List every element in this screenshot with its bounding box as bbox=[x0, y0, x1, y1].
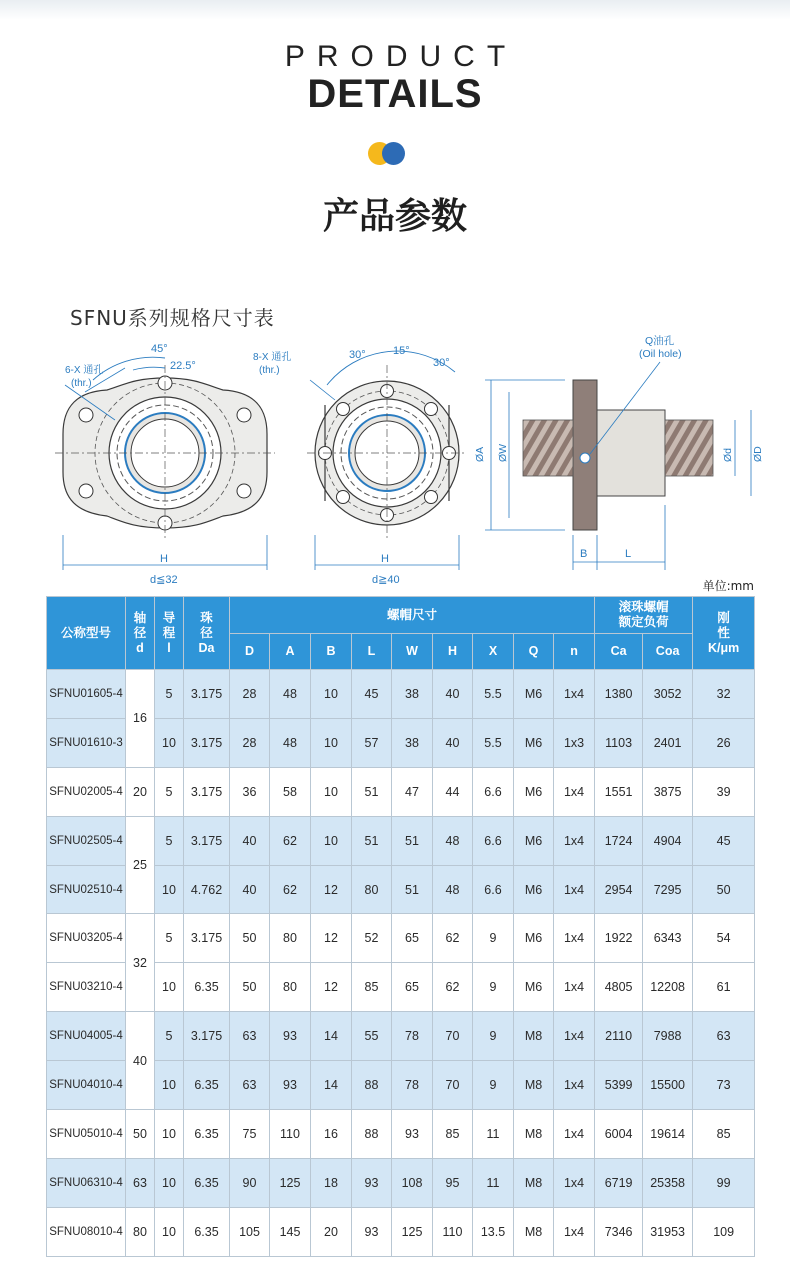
cell-lead: 10 bbox=[155, 963, 184, 1012]
dim-b-label: B bbox=[580, 548, 588, 560]
cell-w: 51 bbox=[392, 816, 433, 865]
cell-b: 14 bbox=[311, 1061, 352, 1110]
cell-ball-diameter: 6.35 bbox=[184, 1110, 230, 1159]
cell-w: 125 bbox=[392, 1207, 433, 1256]
cell-lead: 10 bbox=[155, 1158, 184, 1207]
middle-angle3: 30° bbox=[433, 357, 450, 369]
cell-k: 26 bbox=[693, 718, 755, 767]
cell-ca: 4805 bbox=[595, 963, 643, 1012]
table-row bbox=[47, 816, 755, 865]
header-ball: 珠 径 Da bbox=[184, 597, 230, 670]
cell-k: 63 bbox=[693, 1012, 755, 1061]
cell-l: 57 bbox=[352, 718, 392, 767]
cell-x: 6.6 bbox=[473, 865, 514, 914]
cell-w: 93 bbox=[392, 1110, 433, 1159]
cell-coa: 31953 bbox=[643, 1207, 693, 1256]
cell-k: 99 bbox=[693, 1158, 755, 1207]
middle-dim-h: H bbox=[381, 553, 389, 565]
cell-q: M8 bbox=[514, 1207, 554, 1256]
cell-n: 1x4 bbox=[554, 767, 595, 816]
cell-h: 70 bbox=[433, 1012, 473, 1061]
cell-h: 40 bbox=[433, 718, 473, 767]
cell-shaft-diameter: 80 bbox=[126, 1207, 155, 1256]
cell-d: 105 bbox=[230, 1207, 270, 1256]
cell-lead: 5 bbox=[155, 670, 184, 719]
cell-lead: 10 bbox=[155, 1061, 184, 1110]
header-rigidity: 刚 性 K/μm bbox=[693, 597, 755, 670]
left-dim-h: H bbox=[160, 553, 168, 565]
cell-w: 65 bbox=[392, 963, 433, 1012]
cell-shaft-diameter: 32 bbox=[126, 914, 155, 1012]
cell-coa: 4904 bbox=[643, 816, 693, 865]
cell-b: 18 bbox=[311, 1158, 352, 1207]
cell-h: 62 bbox=[433, 914, 473, 963]
cell-shaft-diameter: 20 bbox=[126, 767, 155, 816]
cell-b: 12 bbox=[311, 963, 352, 1012]
cell-ca: 2954 bbox=[595, 865, 643, 914]
dimension-diagram bbox=[45, 330, 765, 590]
table-row bbox=[47, 767, 755, 816]
cell-w: 78 bbox=[392, 1012, 433, 1061]
cell-ca: 1922 bbox=[595, 914, 643, 963]
cell-w: 108 bbox=[392, 1158, 433, 1207]
subheader-coa: Coa bbox=[643, 634, 693, 670]
cell-k: 45 bbox=[693, 816, 755, 865]
cell-ball-diameter: 3.175 bbox=[184, 670, 230, 719]
left-hole-label: 6-X 通孔 bbox=[65, 365, 104, 376]
cell-d: 28 bbox=[230, 670, 270, 719]
cell-ball-diameter: 3.175 bbox=[184, 1012, 230, 1061]
cell-l: 45 bbox=[352, 670, 392, 719]
table-row bbox=[47, 670, 755, 719]
cell-n: 1x4 bbox=[554, 1110, 595, 1159]
cell-q: M6 bbox=[514, 963, 554, 1012]
cell-b: 10 bbox=[311, 718, 352, 767]
cell-n: 1x4 bbox=[554, 816, 595, 865]
top-shade bbox=[0, 0, 790, 20]
header-load: 滚珠螺帽 额定负荷 bbox=[595, 597, 693, 634]
cell-ca: 5399 bbox=[595, 1061, 643, 1110]
cell-a: 93 bbox=[270, 1061, 311, 1110]
cell-model: SFNU01605-4 bbox=[47, 670, 126, 719]
cell-model: SFNU04010-4 bbox=[47, 1061, 126, 1110]
cell-n: 1x4 bbox=[554, 1012, 595, 1061]
table-row bbox=[47, 1012, 755, 1061]
cell-q: M8 bbox=[514, 1110, 554, 1159]
cell-b: 16 bbox=[311, 1110, 352, 1159]
oil-hole-label-en: (Oil hole) bbox=[639, 348, 682, 360]
cell-h: 70 bbox=[433, 1061, 473, 1110]
cell-q: M6 bbox=[514, 865, 554, 914]
cell-shaft-diameter: 16 bbox=[126, 670, 155, 768]
cell-q: M6 bbox=[514, 816, 554, 865]
cell-n: 1x4 bbox=[554, 670, 595, 719]
subheader-q: Q bbox=[514, 634, 554, 670]
cell-coa: 12208 bbox=[643, 963, 693, 1012]
cell-q: M8 bbox=[514, 1012, 554, 1061]
cell-lead: 10 bbox=[155, 1207, 184, 1256]
cell-n: 1x3 bbox=[554, 718, 595, 767]
cell-x: 13.5 bbox=[473, 1207, 514, 1256]
cell-b: 14 bbox=[311, 1012, 352, 1061]
page-title-cn: 产品参数 bbox=[322, 196, 467, 237]
cell-h: 85 bbox=[433, 1110, 473, 1159]
cell-q: M8 bbox=[514, 1158, 554, 1207]
cell-w: 78 bbox=[392, 1061, 433, 1110]
cell-l: 80 bbox=[352, 865, 392, 914]
cell-coa: 7988 bbox=[643, 1012, 693, 1061]
cell-ca: 1380 bbox=[595, 670, 643, 719]
header-product: PRODUCT bbox=[284, 40, 518, 73]
subheader-h: H bbox=[433, 634, 473, 670]
cell-coa: 6343 bbox=[643, 914, 693, 963]
cell-k: 32 bbox=[693, 670, 755, 719]
cell-w: 51 bbox=[392, 865, 433, 914]
dim-d-large-label: ØD bbox=[752, 446, 764, 462]
cell-ball-diameter: 6.35 bbox=[184, 1158, 230, 1207]
middle-cond: d≧40 bbox=[372, 574, 400, 586]
cell-k: 39 bbox=[693, 767, 755, 816]
cell-coa: 25358 bbox=[643, 1158, 693, 1207]
cell-coa: 2401 bbox=[643, 718, 693, 767]
cell-w: 38 bbox=[392, 718, 433, 767]
cell-d: 63 bbox=[230, 1061, 270, 1110]
cell-ca: 7346 bbox=[595, 1207, 643, 1256]
cell-q: M6 bbox=[514, 914, 554, 963]
cell-a: 80 bbox=[270, 914, 311, 963]
cell-x: 11 bbox=[473, 1158, 514, 1207]
subheader-x: X bbox=[473, 634, 514, 670]
cell-l: 88 bbox=[352, 1061, 392, 1110]
cell-x: 9 bbox=[473, 914, 514, 963]
cell-h: 40 bbox=[433, 670, 473, 719]
side-view bbox=[474, 334, 764, 570]
cell-h: 110 bbox=[433, 1207, 473, 1256]
left-hole-label-en: (thr.) bbox=[71, 378, 92, 389]
cell-n: 1x4 bbox=[554, 865, 595, 914]
cell-lead: 5 bbox=[155, 767, 184, 816]
cell-a: 80 bbox=[270, 963, 311, 1012]
cell-coa: 3052 bbox=[643, 670, 693, 719]
table-row bbox=[47, 1110, 755, 1159]
left-cond: d≦32 bbox=[150, 574, 178, 586]
cell-ball-diameter: 3.175 bbox=[184, 914, 230, 963]
cell-ball-diameter: 6.35 bbox=[184, 1207, 230, 1256]
cell-a: 145 bbox=[270, 1207, 311, 1256]
cell-model: SFNU02505-4 bbox=[47, 816, 126, 865]
cell-n: 1x4 bbox=[554, 1158, 595, 1207]
cell-k: 54 bbox=[693, 914, 755, 963]
middle-angle2: 15° bbox=[393, 345, 410, 357]
cell-model: SFNU06310-4 bbox=[47, 1158, 126, 1207]
cell-w: 38 bbox=[392, 670, 433, 719]
cell-shaft-diameter: 63 bbox=[126, 1158, 155, 1207]
cell-model: SFNU01610-3 bbox=[47, 718, 126, 767]
cell-model: SFNU08010-4 bbox=[47, 1207, 126, 1256]
left-angle1: 45° bbox=[151, 343, 168, 355]
cell-k: 85 bbox=[693, 1110, 755, 1159]
header-model: 公称型号 bbox=[47, 597, 126, 670]
cell-lead: 10 bbox=[155, 865, 184, 914]
table-row bbox=[47, 914, 755, 963]
cell-lead: 10 bbox=[155, 718, 184, 767]
header-lead: 导 程 l bbox=[155, 597, 184, 670]
cell-x: 6.6 bbox=[473, 767, 514, 816]
cell-n: 1x4 bbox=[554, 1061, 595, 1110]
cell-k: 61 bbox=[693, 963, 755, 1012]
cell-x: 9 bbox=[473, 963, 514, 1012]
unit-label: 单位:mm bbox=[702, 579, 754, 593]
cell-x: 9 bbox=[473, 1012, 514, 1061]
cell-q: M6 bbox=[514, 718, 554, 767]
accent-dots bbox=[368, 142, 410, 166]
cell-lead: 5 bbox=[155, 1012, 184, 1061]
cell-a: 62 bbox=[270, 816, 311, 865]
cell-n: 1x4 bbox=[554, 914, 595, 963]
cell-lead: 5 bbox=[155, 914, 184, 963]
cell-model: SFNU03210-4 bbox=[47, 963, 126, 1012]
cell-model: SFNU02005-4 bbox=[47, 767, 126, 816]
cell-ball-diameter: 3.175 bbox=[184, 767, 230, 816]
subheader-b: B bbox=[311, 634, 352, 670]
cell-h: 48 bbox=[433, 816, 473, 865]
cell-d: 28 bbox=[230, 718, 270, 767]
cell-a: 48 bbox=[270, 670, 311, 719]
cell-coa: 7295 bbox=[643, 865, 693, 914]
cell-shaft-diameter: 50 bbox=[126, 1110, 155, 1159]
cell-model: SFNU05010-4 bbox=[47, 1110, 126, 1159]
dim-d-small-label: Ød bbox=[722, 447, 734, 462]
cell-ca: 2110 bbox=[595, 1012, 643, 1061]
subheader-d: D bbox=[230, 634, 270, 670]
cell-x: 9 bbox=[473, 1061, 514, 1110]
cell-coa: 15500 bbox=[643, 1061, 693, 1110]
table-row bbox=[47, 1207, 755, 1256]
cell-l: 55 bbox=[352, 1012, 392, 1061]
cell-w: 47 bbox=[392, 767, 433, 816]
header-details: DETAILS bbox=[307, 72, 483, 116]
cell-shaft-diameter: 25 bbox=[126, 816, 155, 914]
cell-h: 44 bbox=[433, 767, 473, 816]
cell-b: 10 bbox=[311, 670, 352, 719]
dim-a-label: ØA bbox=[474, 446, 486, 462]
cell-l: 85 bbox=[352, 963, 392, 1012]
cell-b: 20 bbox=[311, 1207, 352, 1256]
cell-d: 36 bbox=[230, 767, 270, 816]
cell-h: 48 bbox=[433, 865, 473, 914]
cell-x: 11 bbox=[473, 1110, 514, 1159]
cell-k: 73 bbox=[693, 1061, 755, 1110]
dim-w-label: ØW bbox=[497, 443, 509, 462]
cell-x: 5.5 bbox=[473, 670, 514, 719]
cell-ca: 1103 bbox=[595, 718, 643, 767]
table-row bbox=[47, 1158, 755, 1207]
cell-l: 88 bbox=[352, 1110, 392, 1159]
header-nut-size: 螺帽尺寸 bbox=[230, 597, 595, 634]
middle-hole-label: 8-X 通孔 bbox=[253, 352, 292, 363]
cell-d: 40 bbox=[230, 816, 270, 865]
middle-hole-label-en: (thr.) bbox=[259, 365, 280, 376]
cell-b: 12 bbox=[311, 865, 352, 914]
cell-k: 109 bbox=[693, 1207, 755, 1256]
blue-dot bbox=[382, 142, 405, 165]
spec-table bbox=[46, 596, 755, 1257]
cell-d: 75 bbox=[230, 1110, 270, 1159]
oil-hole-label: Q油孔 bbox=[645, 335, 675, 347]
middle-angle1: 30° bbox=[349, 349, 366, 361]
dim-l-label: L bbox=[625, 548, 632, 560]
cell-k: 50 bbox=[693, 865, 755, 914]
cell-d: 50 bbox=[230, 914, 270, 963]
left-angle2: 22.5° bbox=[170, 360, 196, 372]
cell-h: 62 bbox=[433, 963, 473, 1012]
cell-n: 1x4 bbox=[554, 1207, 595, 1256]
cell-model: SFNU03205-4 bbox=[47, 914, 126, 963]
cell-x: 6.6 bbox=[473, 816, 514, 865]
cell-a: 93 bbox=[270, 1012, 311, 1061]
cell-d: 90 bbox=[230, 1158, 270, 1207]
cell-ball-diameter: 3.175 bbox=[184, 816, 230, 865]
spec-table-body bbox=[47, 670, 755, 1257]
cell-lead: 5 bbox=[155, 816, 184, 865]
cell-ball-diameter: 4.762 bbox=[184, 865, 230, 914]
cell-n: 1x4 bbox=[554, 963, 595, 1012]
cell-a: 48 bbox=[270, 718, 311, 767]
cell-d: 63 bbox=[230, 1012, 270, 1061]
cell-d: 40 bbox=[230, 865, 270, 914]
cell-l: 52 bbox=[352, 914, 392, 963]
cell-model: SFNU02510-4 bbox=[47, 865, 126, 914]
cell-ball-diameter: 6.35 bbox=[184, 963, 230, 1012]
subheader-n: n bbox=[554, 634, 595, 670]
cell-l: 51 bbox=[352, 767, 392, 816]
cell-a: 62 bbox=[270, 865, 311, 914]
cell-b: 10 bbox=[311, 767, 352, 816]
header-shaft: 轴 径 d bbox=[126, 597, 155, 670]
subheader-a: A bbox=[270, 634, 311, 670]
cell-coa: 19614 bbox=[643, 1110, 693, 1159]
cell-h: 95 bbox=[433, 1158, 473, 1207]
cell-lead: 10 bbox=[155, 1110, 184, 1159]
cell-coa: 3875 bbox=[643, 767, 693, 816]
cell-model: SFNU04005-4 bbox=[47, 1012, 126, 1061]
cell-l: 93 bbox=[352, 1207, 392, 1256]
cell-shaft-diameter: 40 bbox=[126, 1012, 155, 1110]
cell-w: 65 bbox=[392, 914, 433, 963]
cell-ball-diameter: 3.175 bbox=[184, 718, 230, 767]
cell-ca: 6719 bbox=[595, 1158, 643, 1207]
cell-q: M8 bbox=[514, 1061, 554, 1110]
cell-b: 12 bbox=[311, 914, 352, 963]
subheader-ca: Ca bbox=[595, 634, 643, 670]
section-title: SFNU系列规格尺寸表 bbox=[70, 306, 275, 330]
cell-q: M6 bbox=[514, 670, 554, 719]
flange-8-hole-view bbox=[253, 345, 467, 586]
cell-ca: 1551 bbox=[595, 767, 643, 816]
cell-x: 5.5 bbox=[473, 718, 514, 767]
cell-ball-diameter: 6.35 bbox=[184, 1061, 230, 1110]
cell-d: 50 bbox=[230, 963, 270, 1012]
cell-l: 93 bbox=[352, 1158, 392, 1207]
cell-ca: 1724 bbox=[595, 816, 643, 865]
cell-b: 10 bbox=[311, 816, 352, 865]
cell-a: 110 bbox=[270, 1110, 311, 1159]
cell-a: 125 bbox=[270, 1158, 311, 1207]
cell-q: M6 bbox=[514, 767, 554, 816]
cell-l: 51 bbox=[352, 816, 392, 865]
subheader-l: L bbox=[352, 634, 392, 670]
subheader-w: W bbox=[392, 634, 433, 670]
cell-ca: 6004 bbox=[595, 1110, 643, 1159]
cell-a: 58 bbox=[270, 767, 311, 816]
flange-6-hole-view bbox=[55, 343, 275, 586]
